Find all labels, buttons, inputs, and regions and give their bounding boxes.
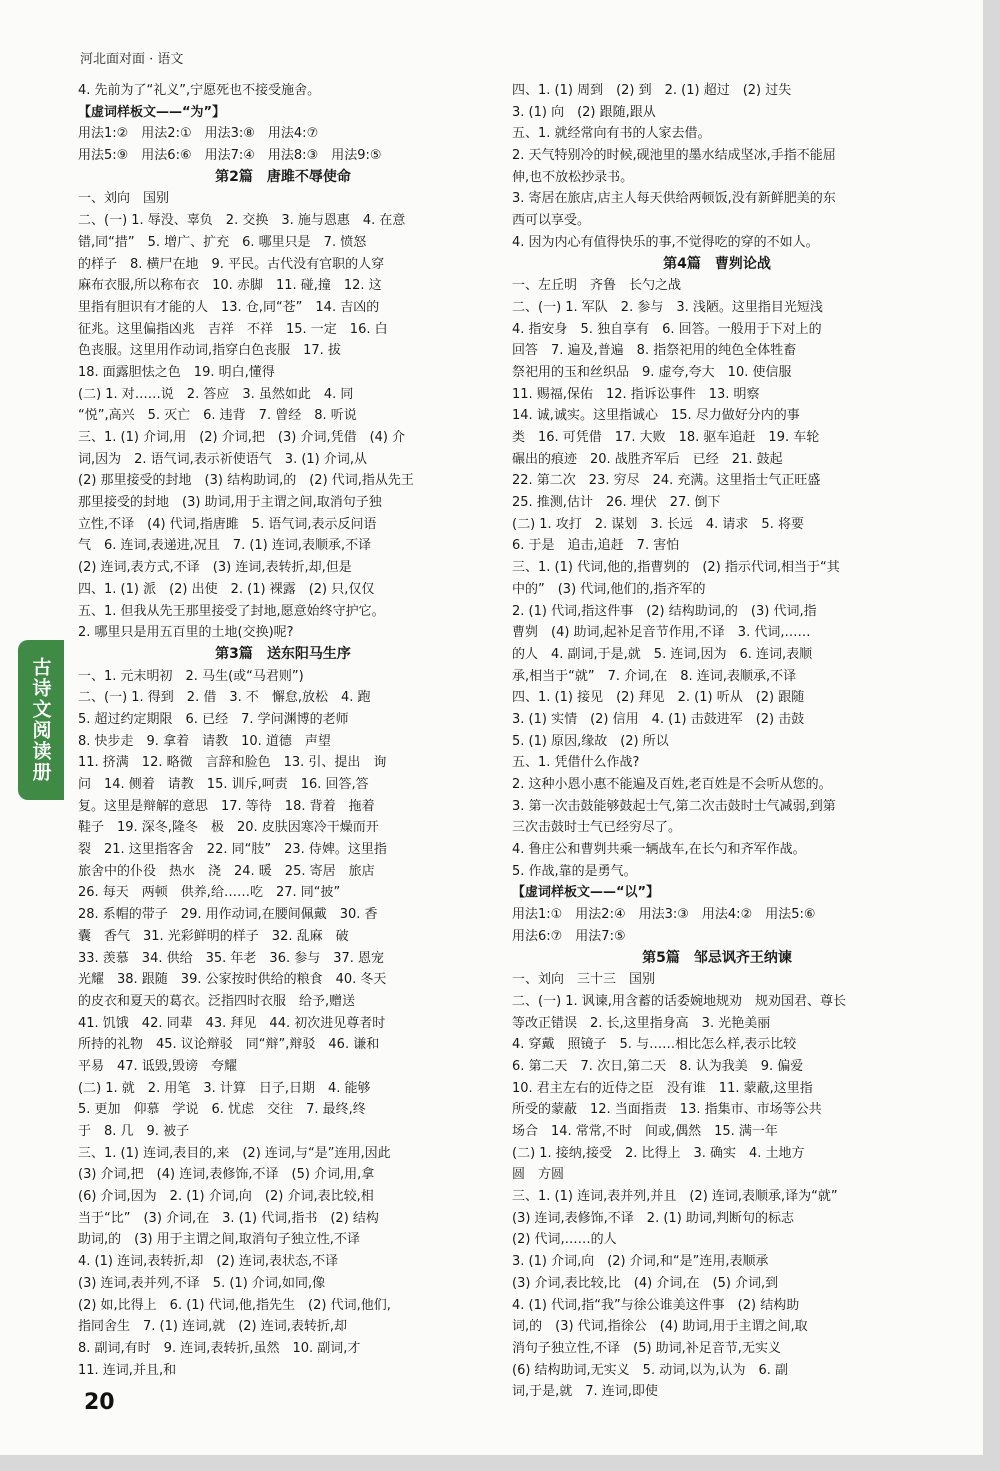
text-line: 碾出的痕迹 20. 战胜齐军后 已经 21. 鼓起 <box>512 451 783 467</box>
text-line: 类 16. 可凭借 17. 大败 18. 驱车追赶 19. 车轮 <box>512 430 820 445</box>
text-line: 2. 哪里只是用五百里的土地(交换)呢? <box>78 625 294 641</box>
text-line: 10. 君主左右的近侍之臣 没有谁 11. 蒙蔽,这里指 <box>512 1080 813 1096</box>
text-line: 4. 先前为了“礼义”,宁愿死也不接受施舍。 <box>78 83 321 98</box>
bottom-border <box>0 1455 1000 1471</box>
text-line: 里指有胆识有才能的人 13. 仓,同“苍” 14. 吉凶的 <box>78 299 380 315</box>
text-line: 承,相当于“就” 7. 介词,在 8. 连词,表顺承,不译 <box>512 668 797 684</box>
text-line: 的人 4. 副词,于是,就 5. 连词,因为 6. 连词,表顺 <box>512 646 813 662</box>
text-line: 五、1. 但我从先王那里接受了封地,愿意始终守护它。 <box>78 603 385 619</box>
text-line: 三次击鼓时士气已经穷尽了。 <box>512 820 682 836</box>
text-line: 3. 第一次击鼓能够鼓起士气,第二次击鼓时士气减弱,到第 <box>512 798 836 814</box>
text-line: (二) 1. 接纳,接受 2. 比得上 3. 确实 4. 土地方 <box>512 1145 805 1161</box>
text-line: 于 8. 几 9. 被子 <box>78 1124 190 1139</box>
left-column <box>78 80 488 1381</box>
right-border <box>983 0 1000 1471</box>
text-line: 五、1. 凭借什么作战? <box>512 755 640 771</box>
text-line: 4. (1) 连词,表转折,却 (2) 连词,表状态,不译 <box>78 1254 339 1270</box>
text-line: (3) 介词,把 (4) 连词,表修饰,不译 (5) 介词,用,拿 <box>78 1167 375 1183</box>
text-line: 圆 方圆 <box>512 1167 565 1183</box>
text-line: (3) 连词,表修饰,不译 2. (1) 助词,判断句的标志 <box>512 1210 795 1226</box>
text-line: 四、1. (1) 周到 (2) 到 2. (1) 超过 (2) 过失 <box>512 83 792 98</box>
text-line: (3) 连词,表并列,不译 5. (1) 介词,如同,像 <box>78 1275 326 1291</box>
text-line: 【虚词样板文——“为”】 <box>78 104 226 120</box>
text-line: 6. 于是 追击,追赶 7. 害怕 <box>512 538 680 554</box>
text-line: 一、1. 元末明初 2. 马生(或“马君则”) <box>78 668 304 684</box>
text-line: 词,的 (3) 代词,指徐公 (4) 助词,用于主谓之间,取 <box>512 1319 808 1335</box>
text-line: 色丧服。这里用作动词,指穿白色丧服 17. 拔 <box>78 343 341 359</box>
text-line: 复。这里是辩解的意思 17. 等待 18. 背着 拖着 <box>78 798 375 814</box>
text-line: 光耀 38. 跟随 39. 公家按时供给的粮食 40. 冬天 <box>78 972 387 988</box>
text-line: 助词,的 (3) 用于主谓之间,取消句子独立性,不译 <box>78 1232 360 1248</box>
text-line: 用法5:⑨ 用法6:⑥ 用法7:④ 用法8:③ 用法9:⑤ <box>78 148 382 164</box>
text-line: (二) 1. 就 2. 用笔 3. 计算 日子,日期 4. 能够 <box>78 1080 371 1096</box>
text-line: 当于“比” (3) 介词,在 3. (1) 代词,指书 (2) 结构 <box>78 1210 379 1226</box>
text-line: 的样子 8. 横尸在地 9. 平民。古代没有官职的人穿 <box>78 256 385 272</box>
text-line: 二、(一) 1. 辱没、辜负 2. 交换 3. 施与恩惠 4. 在意 <box>78 213 406 229</box>
text-line: 的皮衣和夏天的葛衣。泛指四时衣服 给予,赠送 <box>78 993 356 1009</box>
text-line: 鞋子 19. 深冬,隆冬 极 20. 皮肤因寒冷干燥而开 <box>78 820 379 836</box>
text-line: 回答 7. 遍及,普遍 8. 指祭祀用的纯色全体牲畜 <box>512 343 797 359</box>
text-line: 3. (1) 向 (2) 跟随,跟从 <box>512 104 656 120</box>
text-line: 场合 14. 常常,不时 间或,偶然 15. 满一年 <box>512 1124 778 1139</box>
text-line: 4. 穿戴 照镜子 5. 与……相比怎么样,表示比较 <box>512 1037 797 1053</box>
text-line: 28. 系帽的带子 29. 用作动词,在腰间佩戴 30. 香 <box>78 907 378 923</box>
text-line: 3. (1) 实情 (2) 信用 4. (1) 击鼓进军 (2) 击鼓 <box>512 711 805 727</box>
text-line: 4. (1) 代词,指“我”与徐公谁美这件事 (2) 结构助 <box>512 1297 800 1313</box>
text-line: 消句子独立性,不译 (5) 助词,补足音节,无实义 <box>512 1340 781 1356</box>
text-line: (2) 如,比得上 6. (1) 代词,他,指先生 (2) 代词,他们, <box>78 1297 391 1313</box>
text-line: “悦”,高兴 5. 灭亡 6. 违背 7. 曾经 8. 听说 <box>78 408 357 424</box>
text-line: (3) 介词,表比较,比 (4) 介词,在 (5) 介词,到 <box>512 1275 779 1291</box>
text-line: 裂 21. 这里指客舍 22. 同“肢” 23. 侍婢。这里指 <box>78 842 387 858</box>
text-line: 二、(一) 1. 军队 2. 参与 3. 浅陋。这里指目光短浅 <box>512 299 823 315</box>
text-line: 用法1:① 用法2:④ 用法3:③ 用法4:② 用法5:⑥ <box>512 907 816 923</box>
text-line: 所受的蒙蔽 12. 当面指责 13. 指集市、市场等公共 <box>512 1102 822 1118</box>
text-line: 伸,也不放松抄录书。 <box>512 169 634 185</box>
text-line: 征兆。这里偏指凶兆 吉祥 不祥 15. 一定 16. 白 <box>78 321 388 337</box>
section-title: 第4篇 曹刿论战 <box>663 255 771 272</box>
text-line: 【虚词样板文——“以”】 <box>512 885 660 901</box>
text-line: 4. 指安身 5. 独自享有 6. 回答。一般用于下对上的 <box>512 321 822 337</box>
text-line: 5. 更加 仰慕 学说 6. 忧虑 交往 7. 最终,终 <box>78 1102 366 1118</box>
text-line: 4. 因为内心有值得快乐的事,不觉得吃的穿的不如人。 <box>512 234 819 250</box>
text-line: 那里接受的封地 (3) 助词,用于主谓之间,取消句子独 <box>78 495 382 511</box>
text-line: 26. 每天 两顿 供养,给……吃 27. 同“披” <box>78 885 341 901</box>
text-line: 祭祀用的玉和丝织品 9. 虚夸,夸大 10. 使信服 <box>512 364 792 380</box>
text-line: 2. 天气特别冷的时候,砚池里的墨水结成坚冰,手指不能屈 <box>512 148 836 164</box>
text-line: 一、左丘明 齐鲁 长勺之战 <box>512 278 682 294</box>
text-line: (6) 介词,因为 2. (1) 介词,向 (2) 介词,表比较,相 <box>78 1189 374 1205</box>
text-line: 三、1. (1) 介词,用 (2) 介词,把 (3) 介词,凭借 (4) 介 <box>78 430 406 445</box>
text-line: 所持的礼物 45. 议论辩驳 同“辩”,辩驳 46. 谦和 <box>78 1037 380 1053</box>
text-line: 4. 鲁庄公和曹刿共乘一辆战车,在长勺和齐军作战。 <box>512 842 806 858</box>
text-line: 词,于是,就 7. 连词,即使 <box>512 1384 658 1400</box>
section-title: 第5篇 邹忌讽齐王纳谏 <box>642 949 792 966</box>
page-number: 20 <box>84 1390 115 1415</box>
text-line: 曹刿 (4) 助词,起补足音节作用,不译 3. 代词,…… <box>512 625 811 641</box>
text-line: 错,同“措” 5. 增广、扩充 6. 哪里只是 7. 愤怒 <box>78 234 367 250</box>
text-line: 四、1. (1) 接见 (2) 拜见 2. (1) 听从 (2) 跟随 <box>512 690 805 706</box>
text-line: 五、1. 就经常向有书的人家去借。 <box>512 126 711 142</box>
text-line: (6) 结构助词,无实义 5. 动词,以为,认为 6. 副 <box>512 1362 789 1378</box>
text-line: 用法1:② 用法2:① 用法3:⑧ 用法4:⑦ <box>78 126 319 142</box>
text-line: (2) 那里接受的封地 (3) 结构助词,的 (2) 代词,指从先王 <box>78 473 414 489</box>
text-line: 11. 赐福,保佑 12. 指诉讼事件 13. 明察 <box>512 386 760 402</box>
right-column <box>512 80 922 1403</box>
text-line: 22. 第二次 23. 穷尽 24. 充满。这里指士气正旺盛 <box>512 473 821 489</box>
text-line: 3. (1) 介词,向 (2) 介词,和“是”连用,表顺承 <box>512 1254 769 1270</box>
text-line: 四、1. (1) 派 (2) 出使 2. (1) 裸露 (2) 只,仅仅 <box>78 581 375 597</box>
text-line: 用法6:⑦ 用法7:⑤ <box>512 928 626 944</box>
text-line: 二、(一) 1. 得到 2. 借 3. 不 懈怠,放松 4. 跑 <box>78 690 371 706</box>
text-line: 立性,不译 (4) 代词,指唐雎 5. 语气词,表示反问语 <box>78 516 377 532</box>
text-line: 一、刘向 三十三 国别 <box>512 972 656 988</box>
text-line: 5. 超过约定期限 6. 已经 7. 学问渊博的老师 <box>78 711 349 727</box>
text-line: 平易 47. 诋毁,毁谤 夸耀 <box>78 1058 237 1074</box>
text-line: 囊 香气 31. 光彩鲜明的样子 32. 乱麻 破 <box>78 928 349 944</box>
text-line: 2. 这种小恩小惠不能遍及百姓,老百姓是不会听从您的。 <box>512 777 832 792</box>
text-line: 等改正错误 2. 长,这里指身高 3. 光艳美丽 <box>512 1015 771 1031</box>
text-line: 5. 作战,靠的是勇气。 <box>512 863 637 879</box>
text-line: 11. 连词,并且,和 <box>78 1362 177 1378</box>
text-line: 麻布衣服,所以称布衣 10. 赤脚 11. 碰,撞 12. 这 <box>78 278 382 294</box>
text-line: (二) 1. 攻打 2. 谋划 3. 长远 4. 请求 5. 将要 <box>512 516 804 532</box>
text-line: 词,因为 2. 语气词,表示祈使语气 3. (1) 介词,从 <box>78 451 368 467</box>
text-line: 三、1. (1) 连词,表目的,来 (2) 连词,与“是”连用,因此 <box>78 1145 391 1161</box>
page-header: 河北面对面 · 语文 <box>80 52 184 67</box>
text-line: 三、1. (1) 连词,表并列,并且 (2) 连词,表顺承,译为“就” <box>512 1189 838 1205</box>
text-line: 18. 面露胆怯之色 19. 明白,懂得 <box>78 364 275 380</box>
text-line: 西可以享受。 <box>512 213 591 229</box>
text-line: 气 6. 连词,表递进,况且 7. (1) 连词,表顺承,不译 <box>78 538 372 554</box>
text-line: 14. 诚,诚实。这里指诚心 15. 尽力做好分内的事 <box>512 408 800 424</box>
text-line: 三、1. (1) 代词,他的,指曹刿的 (2) 指示代词,相当于“其 <box>512 560 840 576</box>
section-title: 第3篇 送东阳马生序 <box>215 645 351 662</box>
text-line: 问 14. 侧着 请教 15. 训斥,呵责 16. 回答,答 <box>78 777 369 792</box>
text-line: 2. (1) 代词,指这件事 (2) 结构助词,的 (3) 代词,指 <box>512 603 817 619</box>
text-line: 5. (1) 原因,缘故 (2) 所以 <box>512 733 669 749</box>
text-line: (2) 连词,表方式,不译 (3) 连词,表转折,却,但是 <box>78 560 352 576</box>
text-line: 3. 寄居在旅店,店主人每天供给两顿饭,没有新鲜肥美的东 <box>512 191 836 207</box>
text-line: (2) 代词,……的人 <box>512 1232 617 1248</box>
text-line: 25. 推测,估计 26. 埋伏 27. 倒下 <box>512 495 721 511</box>
text-line: 一、刘向 国别 <box>78 191 170 207</box>
section-title: 第2篇 唐雎不辱使命 <box>215 168 351 185</box>
text-line: 旅舍中的仆役 热水 浇 24. 暖 25. 寄居 旅店 <box>78 863 375 879</box>
text-line: 二、(一) 1. 讽谏,用含蓄的话委婉地规劝 规劝国君、尊长 <box>512 993 846 1009</box>
text-line: 8. 副词,有时 9. 连词,表转折,虽然 10. 副词,才 <box>78 1340 361 1356</box>
text-line: 中的” (3) 代词,他们的,指齐军的 <box>512 581 706 597</box>
side-tab: 古诗文阅读册 <box>18 640 64 800</box>
text-line: 11. 挤满 12. 略微 言辞和脸色 13. 引、提出 询 <box>78 755 387 771</box>
text-line: 8. 快步走 9. 拿着 请教 10. 道德 声望 <box>78 733 331 749</box>
text-line: 33. 羡慕 34. 供给 35. 年老 36. 参与 37. 恩宠 <box>78 950 385 966</box>
text-line: 6. 第二天 7. 次日,第二天 8. 认为我美 9. 偏爱 <box>512 1058 804 1074</box>
text-line: 41. 饥饿 42. 同辈 43. 拜见 44. 初次进见尊者时 <box>78 1015 386 1031</box>
text-line: 指同舍生 7. (1) 连词,就 (2) 连词,表转折,却 <box>78 1319 348 1335</box>
text-line: (二) 1. 对……说 2. 答应 3. 虽然如此 4. 同 <box>78 386 354 402</box>
